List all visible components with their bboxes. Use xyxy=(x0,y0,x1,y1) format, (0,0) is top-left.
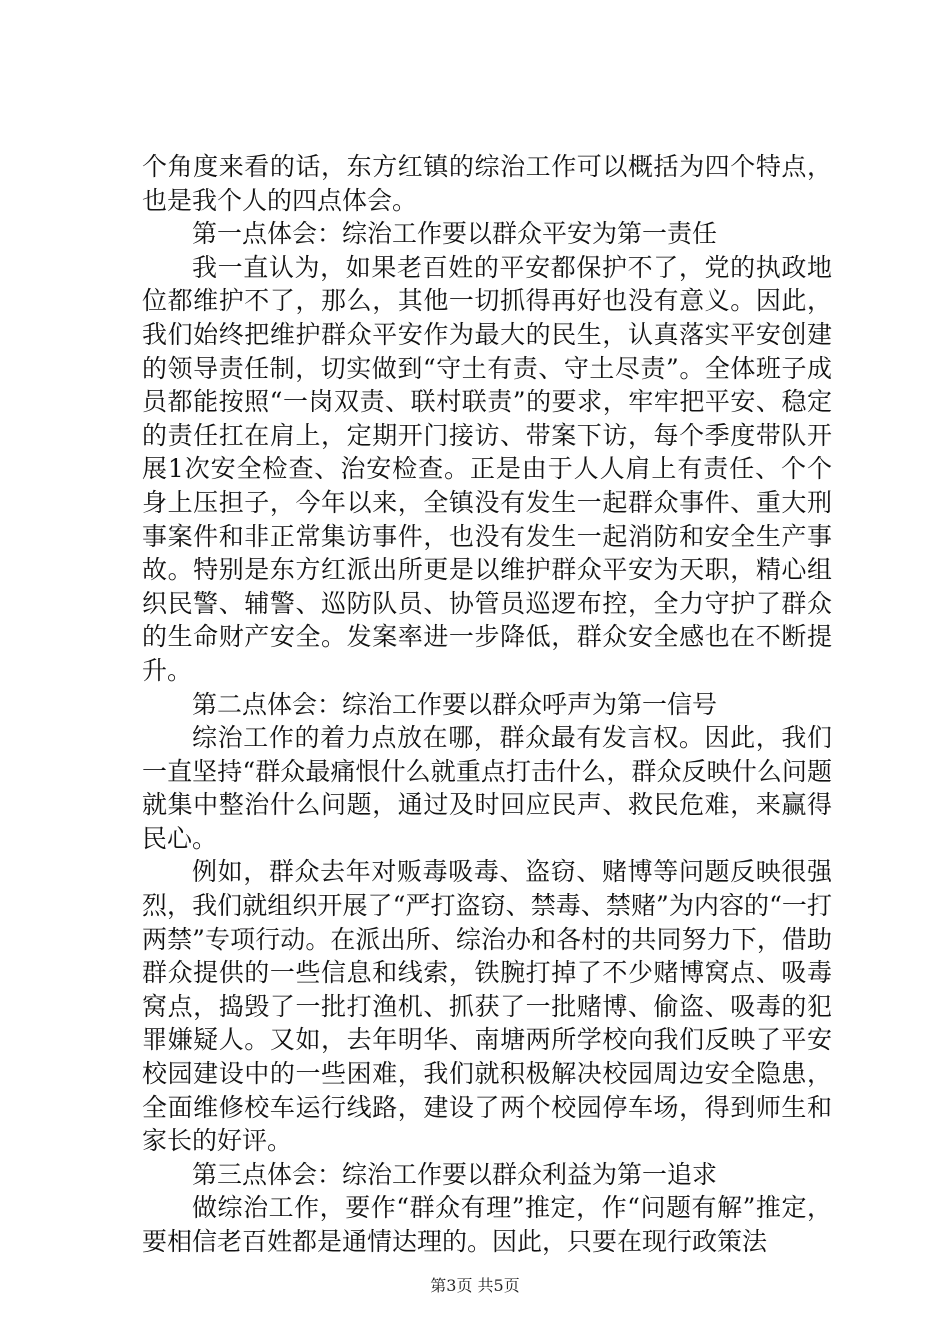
section-heading-2: 第二点体会：综治工作要以群众呼声为第一信号 xyxy=(192,689,718,719)
page-number-label: 第3页 共5页 xyxy=(430,1276,520,1295)
section-heading-3: 第三点体会：综治工作要以群众利益为第一追求 xyxy=(192,1159,718,1189)
page-footer xyxy=(0,1276,950,1296)
paragraph-1: 个角度来看的话，东方红镇的综治工作可以概括为四个特点，也是我个人的四点体会。 xyxy=(142,152,832,215)
paragraph-3: 综治工作的着力点放在哪，群众最有发言权。因此，我们一直坚持“群众最痛恨什么就重点打击什么，群众反映什么问题就集中整治什么问题，通过及时回应民声、救民危难，来赢得民心。 xyxy=(142,723,832,853)
paragraph-4: 例如，群众去年对贩毒吸毒、盗窃、赌博等问题反映很强烈，我们就组织开展了“严打盗窃、禁毒、禁赌”为内容的“一打两禁”专项行动。在派出所、综治办和各村的共同努力下，借助群众提供的一些信息和线索，铁腕打掉了不少赌博窝点、吸毒窝点，捣毁了一批打渔机、抓获了一批赌博、偷盗、吸毒的犯罪嫌疑人。又如，去年明华、南塘两所学校向我们反映了平安校园建设中的一些困难，我们就积极解决校园周边安全隐患，全面维修校车运行线路，建设了两个校园停车场，得到师生和家长的好评。 xyxy=(142,857,832,1156)
paragraph-5: 做综治工作，要作“群众有理”推定，作“问题有解”推定，要相信老百姓都是通情达理的。因此，只要在现行政策法 xyxy=(142,1193,832,1256)
document-body xyxy=(142,150,832,1259)
section-heading-1: 第一点体会：综治工作要以群众平安为第一责任 xyxy=(192,219,718,249)
paragraph-2: 我一直认为，如果老百姓的平安都保护不了，党的执政地位都维护不了，那么，其他一切抓得再好也没有意义。因此，我们始终把维护群众平安作为最大的民生，认真落实平安创建的领导责任制，切实做到“守土有责、守土尽责”。全体班子成员都能按照“一岗双责、联村联责”的要求，牢牢把平安、稳定的责任扛在肩上，定期开门接访、带案下访，每个季度带队开展1次安全检查、治安检查。正是由于人人肩上有责任、个个身上压担子，今年以来，全镇没有发生一起群众事件、重大刑事案件和非正常集访事件，也没有发生一起消防和安全生产事故。特别是东方红派出所更是以维护群众平安为天职，精心组织民警、辅警、巡防队员、协管员巡逻布控，全力守护了群众的生命财产安全。发案率进一步降低，群众安全感也在不断提升。 xyxy=(142,252,832,685)
